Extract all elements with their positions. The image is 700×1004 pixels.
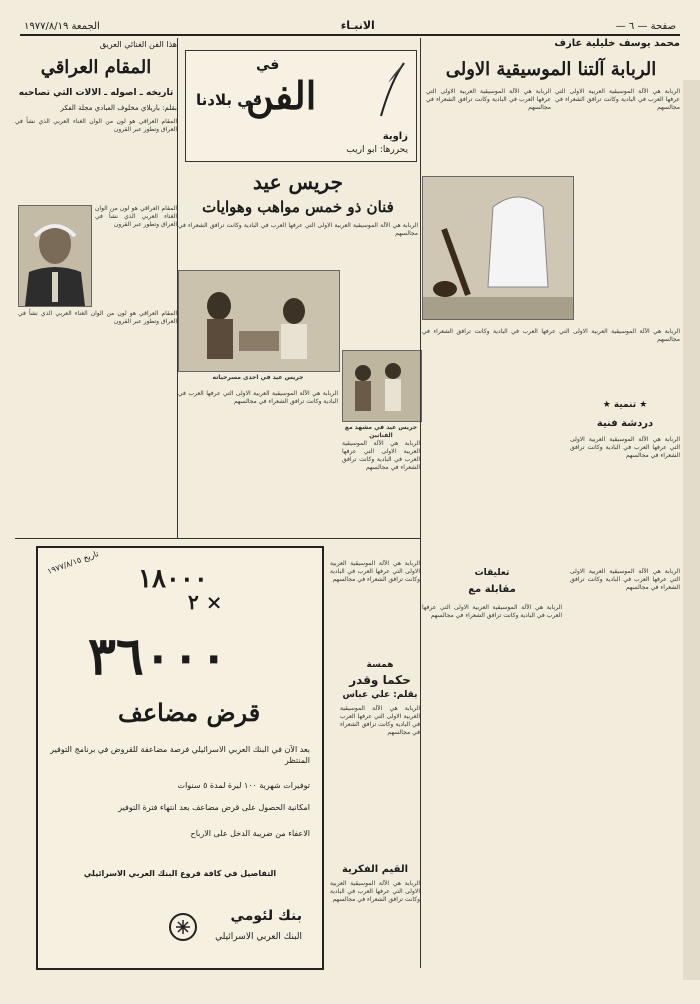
rule-left-vertical [177,38,178,538]
center-sub-qiyam: القيم الفكرية [341,864,409,875]
ad-line-1: بعد الآن في البنك العربي الاسرائيلي فرصة مضاعفة للقروض في برنامج التوفير المنتظر [50,745,310,765]
section-header-logo [185,50,417,162]
logo-small-fi: في [256,57,280,73]
right-sub-muqabala: مقابلة مع [468,584,516,595]
center-body-col5: الربابة هي الآلة الموسيقية العربية الاولى التي عرفها العرب في البادية وكانت ترافق الشعراء في مجالسهم [330,880,420,903]
right-body-col4: الربابة هي الآلة الموسيقية العربية الاولى التي عرفها العرب في البادية وكانت ترافق الشعراء في مجالسهم [570,436,680,459]
group-illustration [343,351,421,421]
ad-num-main: ٣٦٠٠٠ [88,626,228,687]
left-title: المقام العراقي [40,57,152,78]
center-body-col4: الربابة هي الآلة الموسيقية العربية الاولى التي عرفها العرب في البادية وكانت ترافق الشعراء في مجالسهم [340,705,420,736]
center-body-col3: الربابة هي الآلة الموسيقية العربية الاولى التي عرفها العرب في البادية وكانت ترافق الشعراء في مجالسهم [342,440,420,471]
right-body-col6: الربابة هي الآلة الموسيقية العربية الاولى التي عرفها العرب في البادية وكانت ترافق الشعراء في مجالسهم [570,568,680,591]
center-caption-2: جريس عيد في مشهد مع الفنانين [344,424,418,439]
bank-logo-icon [168,912,198,942]
right-sub-taaliqat: تعليقات [474,568,510,578]
ad-num-top: ١٨٠٠٠ [138,564,208,594]
rababa-player-photo [422,176,574,320]
page-number: صفحة — ٦ — [615,21,676,32]
right-body-col5: الربابة هي الآلة الموسيقية العربية الاولى التي عرفها العرب في البادية وكانت ترافق الشعراء في مجالسهم [422,604,562,619]
author-portrait-photo [18,205,92,307]
portrait-illustration [19,206,91,306]
rababa-player-illustration [423,177,573,319]
bank-advertisement [36,546,324,970]
column-editor: يحررها: ابو اريب [346,145,408,155]
ad-stamp: تاريخ ١٩٧٧/٨/١٥ [46,549,100,576]
issue-date: الجمعة ١٩٧٧/٨/١٩ [24,21,100,32]
masthead [20,14,680,36]
column-label: زاوية [382,131,408,142]
right-body-col1: الربابة هي الآلة الموسيقية العربية الاولى التي عرفها العرب في البادية وكانت ترافق الشعراء في مجالسهم [555,88,680,111]
stage-illustration [179,271,339,371]
center-sub-hamsa: همسة [366,660,394,670]
left-body-col3: المقام العراقي هو لون من الوان الغناء العربي الذي نشأ في العراق وتطور عبر القرون [18,310,177,325]
page-margin [683,80,700,980]
ad-line-4: الاعفاء من ضريبة الدخل على الارباح [190,829,310,838]
ad-line-3: امكانية الحصول على قرض مضاعف بعد انتهاء فترة التوفير [118,803,310,812]
right-article [422,38,680,968]
right-sub-dardasha: دردشة فنية [596,418,654,429]
jiris-eid-group-photo [342,350,422,422]
center-subtitle: فنان ذو خمس مواهب وهوايات [202,198,394,216]
left-kicker: هذا الفن الغنائي العريق [99,40,177,49]
left-subtitle: تاريخه ـ اصوله ـ الالات التي تصاحبه [18,88,174,98]
rule-right-vertical [420,38,421,968]
center-caption-1: جريس عيد في احدى مسرحياته [212,374,304,381]
logo-sub: في بلادنا [196,91,263,109]
bank-name: بنك لئومي [230,908,302,924]
jiris-eid-stage-photo [178,270,340,372]
left-body-col1: المقام العراقي هو لون من الوان الغناء العربي الذي نشأ في العراق وتطور عبر القرون [15,118,177,133]
center-sub-byline: بقلم: علي عباس [342,690,418,700]
quill-icon [376,61,406,121]
paper-name: الانبـاء [340,19,375,32]
logo-main: الفن [246,73,317,118]
ad-label-main: قرض مضاعف [118,698,261,727]
ad-line-2: توفيرات شهرية ١٠٠ ليرة لمدة ٥ سنوات [177,781,310,790]
right-body-col2: الربابة هي الآلة الموسيقية العربية الاولى التي عرفها العرب في البادية وكانت ترافق الشعراء في مجالسهم [426,88,551,111]
center-sub-hukman: حكما وقدر [349,673,411,687]
right-byline: محمد يوسف خليلية عازف [554,38,680,49]
center-body-col2: الربابة هي الآلة الموسيقية العربية الاولى التي عرفها العرب في البادية وكانت ترافق الشعراء في مجالسهم [178,390,338,405]
left-byline: بقلم: باريلاي مخلوف العبادي مجلة الفكر [60,104,177,112]
right-section-star: ★ تنمية ★ [602,400,648,410]
left-body-col2: المقام العراقي هو لون من الوان الغناء العربي الذي نشأ في العراق وتطور عبر القرون [95,205,177,228]
right-title: الربابة آلتنا الموسيقية الاولى [445,59,657,80]
center-body-col6: الربابة هي الآلة الموسيقية العربية الاولى التي عرفها العرب في البادية وكانت ترافق الشعراء في مجالسهم [330,560,420,583]
ad-footer: التفاصيل في كافة فروع البنك العربي الاسرائيلي [83,869,277,878]
ad-num-mult: × ٢ [188,590,223,614]
center-title: جريس عيد [253,170,343,194]
rule-center-horizontal [15,538,420,539]
center-body-col1: الربابة هي الآلة الموسيقية العربية الاولى التي عرفها العرب في البادية وكانت ترافق الشعراء في مجالسهم [178,222,418,237]
bank-sub: البنك العربي الاسرائيلي [215,932,302,942]
right-body-col3: الربابة هي الآلة الموسيقية العربية الاولى التي عرفها العرب في البادية وكانت ترافق الشعراء في مجالسهم [422,328,680,343]
